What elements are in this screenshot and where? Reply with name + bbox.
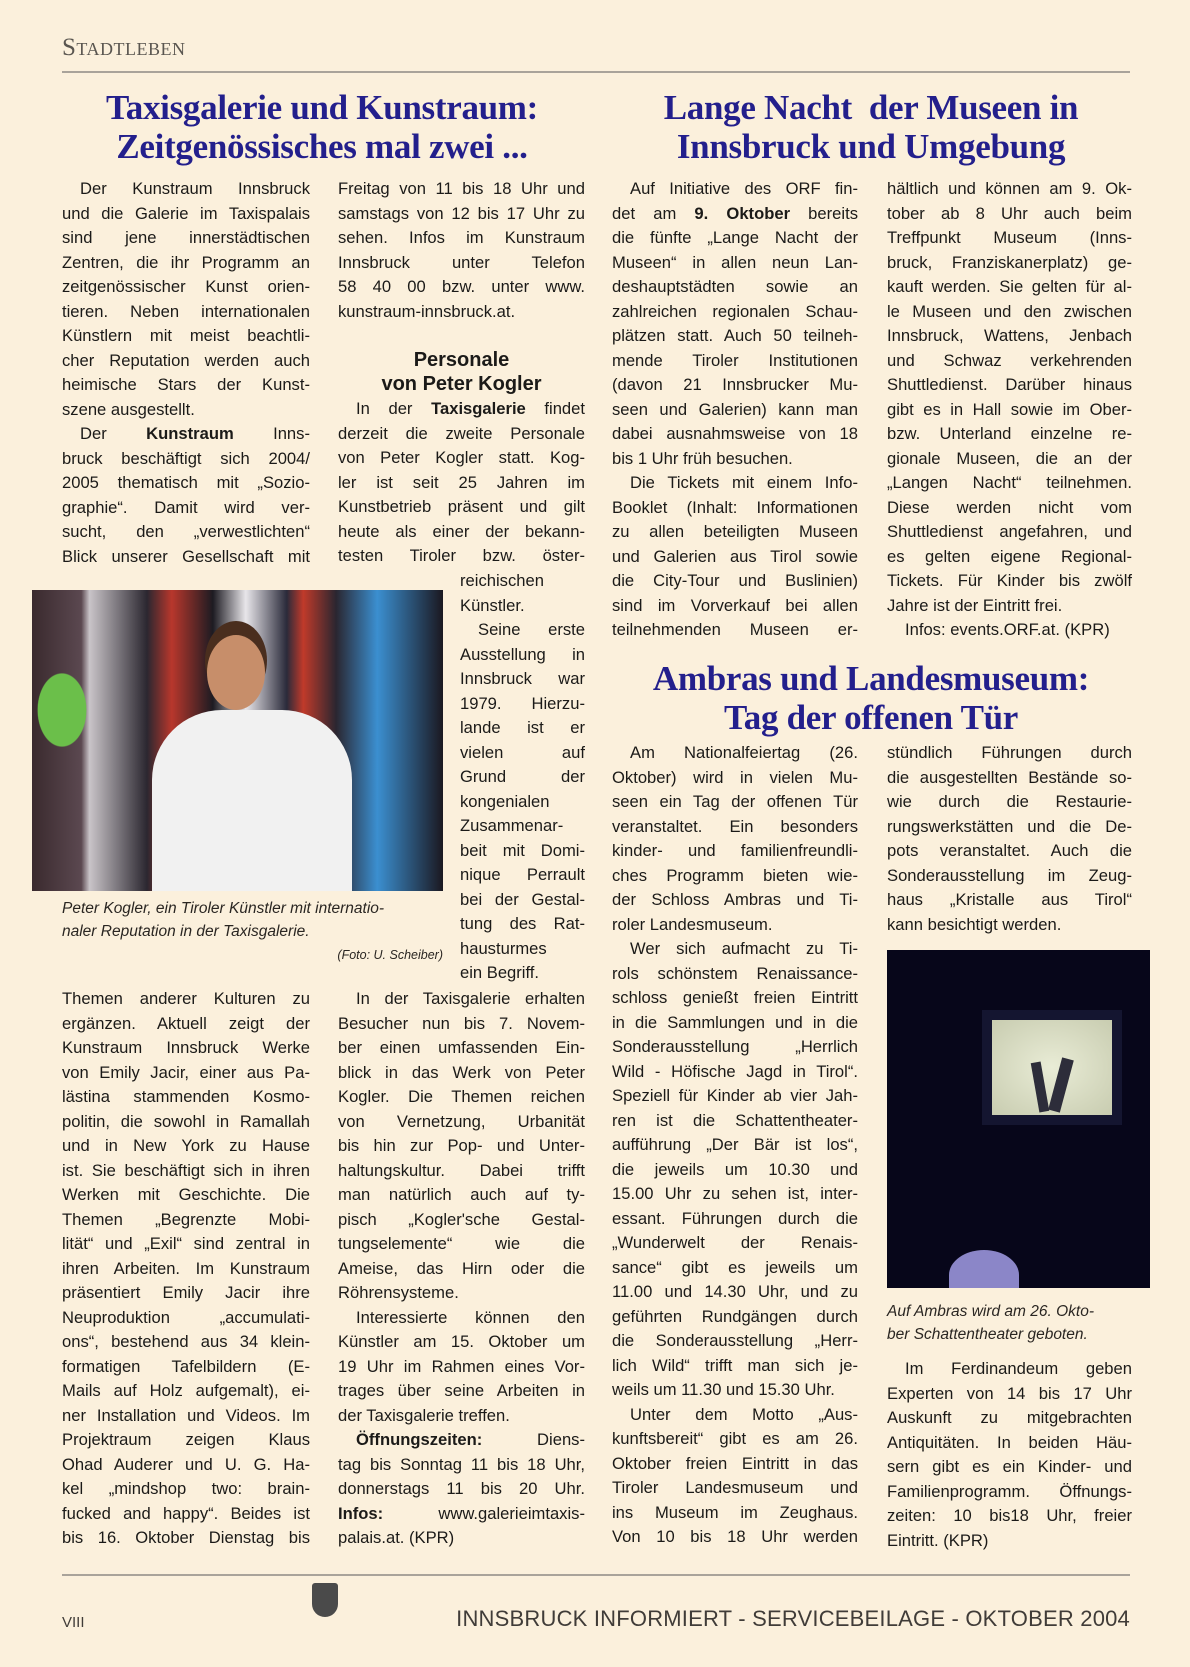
paragraph <box>460 569 585 618</box>
article3-headline <box>612 659 1130 737</box>
text-line: politin, die sowohl in Ramallah <box>62 1111 310 1131</box>
text-line: ber einen umfassenden Ein- <box>338 1038 585 1057</box>
caption-line: ber Schattentheater geboten. <box>887 1326 1088 1343</box>
text-line: kunftsbereit“ gibt es am 26. <box>612 1429 858 1448</box>
text-line: ist. Sie beschäftigt sich in ihren <box>62 1160 310 1180</box>
text-line: sern gibt es ein Kinder- und <box>887 1457 1132 1476</box>
text-line: 58 40 00 bzw. unter www. <box>338 277 585 296</box>
text-line: sance“ gibt es jeweils um <box>612 1257 858 1277</box>
text-line: donnerstags 11 bis 20 Uhr. <box>338 1479 585 1498</box>
text-line: haus „Kristalle aus Tirol“ <box>887 890 1132 909</box>
text-line: wie durch die Restaurie- <box>887 792 1132 811</box>
text-line: lästina stammenden Kosmo- <box>62 1087 310 1106</box>
text-line: Kogler. Die Themen reichen <box>338 1087 585 1106</box>
text-line: Freitag von 11 bis 18 Uhr und <box>338 179 585 198</box>
photo-caption <box>62 897 384 943</box>
innsbruck-crest-icon <box>312 1583 338 1617</box>
text-line: Projektraum zeigen Klaus <box>62 1430 310 1449</box>
text-line: Der Kunstraum Innsbruck <box>80 179 310 198</box>
text-line: vielen auf <box>460 742 585 762</box>
text-line: Shuttledienst angefahren, und <box>887 522 1132 541</box>
text-line: dabei ausnahmsweise von 18 <box>612 424 858 443</box>
text-line: kongenialen <box>460 791 550 811</box>
text-line: gibt es in Hall sowie im Ober- <box>887 399 1132 419</box>
shadow-theater-photo <box>887 950 1150 1288</box>
text-line: Grund der <box>460 767 585 786</box>
text-line: sehen. Infos im Kunstraum <box>338 228 585 247</box>
text-line: Infos: events.ORF.at. (KPR) <box>905 620 1110 639</box>
text-line: und Schwaz verkehrenden <box>887 350 1132 370</box>
paragraph <box>612 471 858 643</box>
paragraph <box>62 422 310 569</box>
headline-line: Taxisgalerie und Kunstraum: <box>105 88 539 127</box>
footer-divider <box>62 1574 1130 1576</box>
text-line: hältlich und können am 9. Ok- <box>887 179 1132 198</box>
section-title: Stadtleben <box>62 34 186 61</box>
paragraph <box>887 618 1132 643</box>
text-line: 2005 thematisch mit „Sozio- <box>62 473 310 492</box>
text-line: pots veranstaltet. Auch die <box>887 841 1132 860</box>
text-line: Auskunft zu mitgebrachten <box>887 1408 1132 1427</box>
text-line: Zusammenar- <box>460 816 564 835</box>
text-line: kunstraum-innsbruck.at. <box>338 301 516 321</box>
text-line: seen ein Tag der offenen Tür <box>612 792 858 811</box>
headline-line: Ambras und Landesmuseum: <box>652 659 1090 698</box>
text-line: man natürlich auch auf ty- <box>338 1185 585 1204</box>
text-line: pisch „Kogler'sche Gestal- <box>338 1209 585 1229</box>
text-line: von Peter Kogler statt. Kog- <box>338 448 585 467</box>
text-line: der Taxisgalerie treffen. <box>338 1405 510 1425</box>
text-line: Infos: www.galerieimtaxis- <box>338 1503 585 1523</box>
text-line: die ausgestellten Bestände so- <box>887 767 1132 787</box>
text-line: szene ausgestellt. <box>62 399 195 419</box>
text-line: derzeit die zweite Personale <box>338 423 585 443</box>
article1-col2-narrow <box>460 569 585 986</box>
text-line: zahlreichen regionalen Schau- <box>612 301 858 321</box>
text-line: beit mit Domi- <box>460 840 585 860</box>
text-line: reichischen <box>460 571 544 590</box>
photo-figure-head <box>207 635 265 710</box>
text-line: Speziell für Kinder ab vier Jah- <box>612 1086 858 1105</box>
text-line: Zentren, die ihr Programm an <box>62 252 310 272</box>
page-number: VIII <box>62 1614 85 1631</box>
text-line: sind jene innerstädtischen <box>62 228 310 247</box>
paragraph <box>62 177 310 422</box>
paragraph <box>887 741 1132 937</box>
text-line: Innsbruck unter Telefon <box>338 252 585 272</box>
text-line: Ausstellung in <box>460 644 585 664</box>
text-line: es gelten eigene Regional- <box>887 546 1132 566</box>
text-line: nique Perrault <box>460 865 585 884</box>
text-line: weils um 11.30 und 15.30 Uhr. <box>612 1380 835 1399</box>
paragraph <box>62 987 310 1551</box>
text-line: Röhrensysteme. <box>338 1283 459 1302</box>
text-line: ches Programm bieten wie- <box>612 865 858 885</box>
text-line: Künstler. <box>460 595 525 615</box>
text-line: Neuproduktion „accumulati- <box>62 1307 310 1327</box>
article3-col3 <box>612 741 858 1550</box>
text-line: Innsbruck war <box>460 669 585 688</box>
text-line: tober ab 8 Uhr auch beim <box>887 203 1132 223</box>
text-line: mende Tiroler Institutionen <box>612 350 858 370</box>
text-line: det am 9. Oktober bereits <box>612 203 858 223</box>
text-line: Im Ferdinandeum geben <box>905 1359 1132 1378</box>
text-line: von Emily Jacir, einer aus Pa- <box>62 1062 310 1082</box>
peter-kogler-photo <box>32 590 443 891</box>
text-line: rungswerkstätten und die De- <box>887 816 1132 836</box>
text-line: kauft werden. Sie gelten für al- <box>887 277 1132 296</box>
text-line: Kunstraum Innsbruck Werke <box>62 1038 310 1057</box>
text-line: Themen anderer Kulturen zu <box>62 989 310 1008</box>
text-line: 15.00 Uhr zu sehen ist, inter- <box>612 1184 858 1203</box>
text-line: In der Taxisgalerie erhalten <box>356 989 585 1008</box>
text-line: Sonderausstellung im Zeug- <box>887 865 1132 885</box>
article3-col4-top <box>887 741 1132 937</box>
article1-subheading <box>338 348 585 396</box>
text-line: lich Wild“ trifft man sich je- <box>612 1355 858 1375</box>
text-line: deshauptstädten sowie an <box>612 277 858 296</box>
headline-line: Zeitgenössisches mal zwei ... <box>116 127 528 166</box>
text-line: von Vernetzung, Urbanität <box>338 1111 585 1131</box>
text-line: schloss genießt freien Eintritt <box>612 988 858 1007</box>
article2-headline <box>612 88 1130 166</box>
article2-col4 <box>887 177 1132 643</box>
text-line: veranstaltet. Ein besonders <box>612 816 858 836</box>
text-line: „Langen Nacht“ teilnehmen. <box>887 473 1132 492</box>
text-line: Die Tickets mit einem Info- <box>630 473 858 492</box>
text-line: le Museen und den zwischen <box>887 301 1132 321</box>
text-line: die fünfte „Lange Nacht der <box>612 228 858 247</box>
text-line: hausturmes <box>460 938 547 958</box>
paragraph <box>338 177 585 324</box>
text-line: Tiroler Landesmuseum und <box>612 1478 858 1497</box>
subheading-line: Personale <box>413 349 510 371</box>
text-line: kel „mindshop two: brain- <box>62 1479 310 1498</box>
text-line: bis hin zur Pop- und Unter- <box>338 1136 585 1155</box>
text-line: und in New York zu Hause <box>62 1136 310 1155</box>
text-line: Booklet (Inhalt: Informationen <box>612 497 858 517</box>
paragraph <box>338 987 585 1306</box>
text-line: Experten von 14 bis 17 Uhr <box>887 1383 1132 1403</box>
text-line: lande ist er <box>460 718 585 737</box>
paragraph <box>338 397 585 569</box>
article1-col1-top <box>62 177 310 569</box>
paragraph <box>887 1357 1132 1553</box>
text-line: Wer sich aufmacht zu Ti- <box>630 939 858 958</box>
text-line: bis 16. Oktober Dienstag bis <box>62 1528 310 1547</box>
text-line: Auf Initiative des ORF fin- <box>630 179 858 198</box>
text-line: ler ist seit 25 Jahren im <box>338 472 585 492</box>
text-line: Besucher nun bis 7. Novem- <box>338 1013 585 1033</box>
text-line: 11.00 und 14.30 Uhr, und zu <box>612 1282 858 1301</box>
text-line: Oktober) wird in vielen Mu- <box>612 767 858 787</box>
text-line: bruck beschäftigt sich 2004/ <box>62 448 310 468</box>
article2-col3 <box>612 177 858 643</box>
text-line: „Wunderwelt der Renais- <box>612 1233 858 1252</box>
text-line: graphie“. Damit wird ver- <box>62 497 310 517</box>
text-line: essant. Führungen durch die <box>612 1208 858 1228</box>
text-line: und Galerien aus Tirol sowie <box>612 546 858 566</box>
text-line: ins Museum im Zeughaus. <box>612 1502 858 1522</box>
text-line: Innsbruck, Wattens, Jenbach <box>887 326 1132 345</box>
text-line: tung des Rat- <box>460 914 585 933</box>
text-line: Mails auf Holz aufgemalt), ei- <box>62 1381 310 1400</box>
paragraph <box>460 618 585 986</box>
text-line: roler Landesmuseum. <box>612 914 773 934</box>
text-line: trages über seine Arbeiten in <box>338 1381 585 1400</box>
text-line: bei der Gestal- <box>460 889 585 909</box>
text-line: Ohad Auderer und U. G. Ha- <box>62 1454 310 1474</box>
text-line: Am Nationalfeiertag (26. <box>630 743 858 762</box>
text-line: 1979. Hierzu- <box>460 693 585 713</box>
caption-line: naler Reputation in der Taxisgalerie. <box>62 923 310 940</box>
text-line: die City-Tour und Buslinien) <box>612 571 858 590</box>
text-line: stündlich Führungen durch <box>887 743 1132 762</box>
text-line: tungselemente“ wie die <box>338 1234 585 1253</box>
publication-footer: INNSBRUCK INFORMIERT - SERVICEBEILAGE - OKTOBER 2004 <box>456 1606 1130 1631</box>
paragraph <box>612 937 858 1403</box>
article1-col1-bottom <box>62 987 310 1551</box>
text-line: tag bis Sonntag 11 bis 18 Uhr, <box>338 1454 585 1474</box>
photo-caption <box>887 1300 1094 1346</box>
caption-line: Auf Ambras wird am 26. Okto- <box>887 1303 1095 1320</box>
text-line: lität“ und „Exil“ sind zentral in <box>62 1234 310 1253</box>
paragraph <box>887 177 1132 618</box>
text-line: heute als einer der bekann- <box>338 521 585 541</box>
text-line: sucht, den „verwestlichten“ <box>62 522 310 541</box>
text-line: und die Galerie im Taxispalais <box>62 203 310 223</box>
paragraph <box>338 1306 585 1429</box>
text-line: bzw. Unterland einzelne re- <box>887 424 1132 443</box>
text-line: Eintritt. (KPR) <box>887 1530 989 1550</box>
text-line: ons“, bestehend aus 34 klein- <box>62 1332 310 1351</box>
text-line: in die Sammlungen und in die <box>612 1012 858 1032</box>
text-line: kann besichtigt werden. <box>887 914 1062 934</box>
text-line: Der Kunstraum Inns- <box>80 424 310 443</box>
text-line: seen und Galerien) kann man <box>612 399 858 419</box>
text-line: Von 10 bis 18 Uhr werden <box>612 1527 858 1546</box>
headline-line: Tag der offenen Tür <box>723 698 1019 737</box>
text-line: Künstlern mit meist beachtli- <box>62 326 310 345</box>
text-line: geführten Rundgängen durch <box>612 1306 858 1326</box>
text-line: blick in das Werk von Peter <box>338 1062 585 1082</box>
text-line: Oktober freien Eintritt in das <box>612 1453 858 1473</box>
text-line: 19 Uhr im Rahmen eines Vor- <box>338 1356 585 1376</box>
text-line: samstags von 12 bis 17 Uhr zu <box>338 203 585 223</box>
text-line: der Schloss Ambras und Ti- <box>612 890 858 909</box>
text-line: Öffnungszeiten: Diens- <box>356 1430 585 1449</box>
caption-line: Peter Kogler, ein Tiroler Künstler mit internatio- <box>62 900 385 917</box>
text-line: fucked and happy“. Beides ist <box>62 1503 310 1523</box>
text-line: ren ist die Schattentheater- <box>612 1110 858 1130</box>
photo-spectator <box>949 1250 1019 1288</box>
text-line: zeiten: 10 bis18 Uhr, freier <box>887 1506 1132 1525</box>
text-line: Museen“ in allen neun Lan- <box>612 252 858 272</box>
text-line: bis 1 Uhr früh besuchen. <box>612 448 793 468</box>
text-line: Familienprogramm. Öffnungs- <box>887 1481 1132 1501</box>
text-line: Antiquitäten. In beiden Häu- <box>887 1432 1132 1452</box>
text-line: Seine erste <box>478 620 585 639</box>
article3-col4-bottom <box>887 1357 1132 1553</box>
text-line: präsentiert Emily Jacir ihre <box>62 1283 310 1302</box>
text-line: Diese werden nicht vom <box>887 497 1132 517</box>
paragraph <box>612 1403 858 1550</box>
text-line: Blick unserer Gesellschaft mit <box>62 546 310 566</box>
article1-col2-mid <box>338 397 585 569</box>
text-line: Tickets. Für Kinder bis zwölf <box>887 571 1132 590</box>
article1-headline <box>62 88 582 166</box>
text-line: (davon 21 Innsbrucker Mu- <box>612 375 858 394</box>
text-line: ergänzen. Aktuell zeigt der <box>62 1013 310 1033</box>
header-divider <box>62 71 1130 73</box>
text-line: aufführung „Der Bär ist los“, <box>612 1135 858 1154</box>
paragraph <box>612 177 858 471</box>
text-line: rols schönstem Renaissance- <box>612 963 858 983</box>
text-line: Kunstbetrieb präsent und gilt <box>338 497 585 516</box>
article1-col2-bottom <box>338 987 585 1551</box>
text-line: Themen „Begrenzte Mobi- <box>62 1209 310 1229</box>
text-line: Werken mit Geschichte. Die <box>62 1185 310 1204</box>
text-line: Wild - Höfische Jagd in Tirol“. <box>612 1061 858 1081</box>
text-line: zeitgenössischer Kunst orien- <box>62 277 310 296</box>
text-line: gionale Museen, die an der <box>887 448 1132 468</box>
text-line: ner Installation und Videos. Im <box>62 1405 310 1425</box>
text-line: haltungskultur. Dabei trifft <box>338 1160 585 1180</box>
text-line: Unter dem Motto „Aus- <box>630 1404 858 1424</box>
text-line: testen Tiroler bzw. öster- <box>338 546 585 565</box>
text-line: In der Taxisgalerie findet <box>356 399 585 418</box>
text-line: Jahre ist der Eintritt frei. <box>887 595 1063 615</box>
text-line: tieren. Neben internationalen <box>62 301 310 321</box>
paragraph <box>612 741 858 937</box>
text-line: sind im Vorverkauf bei allen <box>612 595 858 615</box>
text-line: Sonderausstellung „Herrlich <box>612 1037 858 1056</box>
text-line: zu allen beteiligten Museen <box>612 522 858 541</box>
text-line: plätzen statt. Auch 50 teilneh- <box>612 326 858 345</box>
text-line: Ameise, das Hirn oder die <box>338 1258 585 1278</box>
text-line: Treffpunkt Museum (Inns- <box>887 228 1132 247</box>
text-line: cher Reputation werden auch <box>62 350 310 370</box>
text-line: palais.at. (KPR) <box>338 1528 455 1547</box>
text-line: kinder- und familienfreundli- <box>612 841 858 860</box>
text-line: die Sonderausstellung „Herr- <box>612 1331 858 1350</box>
text-line: heimische Stars der Kunst- <box>62 375 310 394</box>
photo-figure-shirt <box>152 710 352 891</box>
text-line: formatigen Tafelbildern (E- <box>62 1356 310 1376</box>
text-line: Shuttledienst. Darüber hinaus <box>887 375 1132 394</box>
text-line: die jeweils um 10.30 und <box>612 1159 858 1179</box>
text-line: Interessierte können den <box>356 1307 585 1327</box>
paragraph <box>338 1428 585 1551</box>
text-line: teilnehmenden Museen er- <box>612 620 858 639</box>
subheading-line: von Peter Kogler <box>381 373 542 395</box>
text-line: ihren Arbeiten. Im Kunstraum <box>62 1258 310 1278</box>
headline-line: Innsbruck und Umgebung <box>676 127 1066 166</box>
headline-line: Lange Nacht der Museen in <box>663 88 1079 127</box>
photo-credit: (Foto: U. Scheiber) <box>337 948 443 962</box>
article1-col2-top <box>338 177 585 324</box>
text-line: Künstler am 15. Oktober um <box>338 1332 585 1351</box>
text-line: ein Begriff. <box>460 963 540 982</box>
text-line: bruck, Franziskanerplatz) ge- <box>887 252 1132 272</box>
